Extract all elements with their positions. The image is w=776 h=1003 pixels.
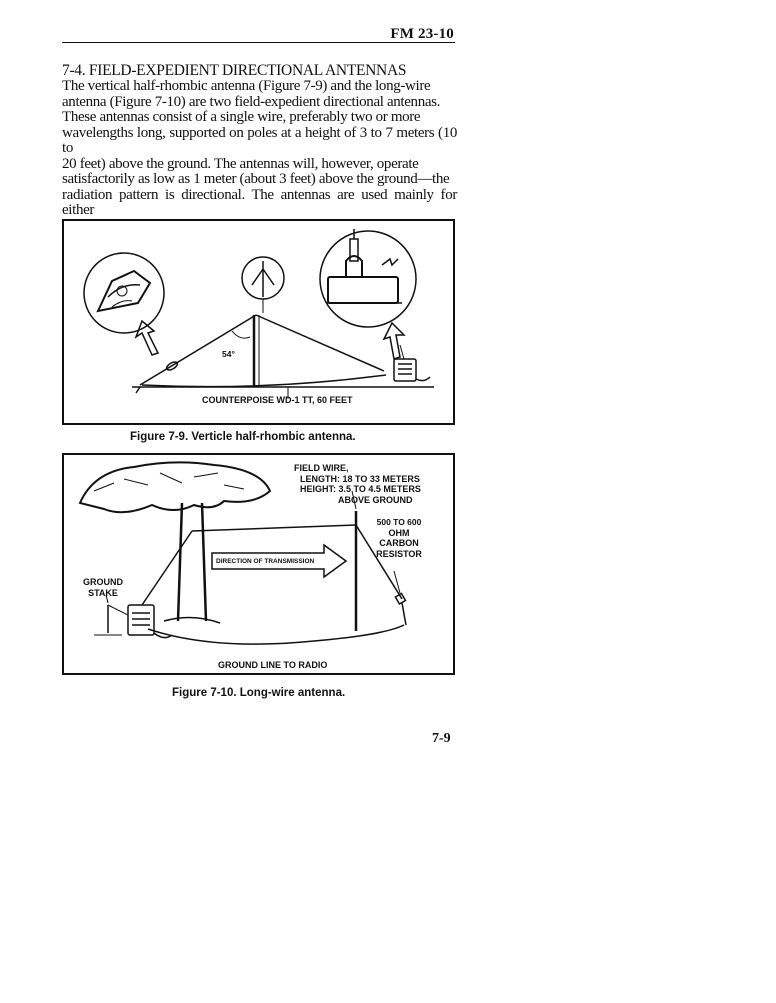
body-line: satisfactorily as low as 1 meter (about 3 feet) above the ground—the [62,171,450,187]
antenna-wire-right [256,315,384,371]
body-line: wavelengths long, supported on poles at a height of 3 to 7 meters (10 to [62,124,457,156]
section-body [62,79,457,234]
figure-7-10-frame [62,453,455,675]
counterpoise-wire [142,375,386,387]
resistor-label-line: RESISTOR [376,548,422,559]
section-7-4 [62,62,457,234]
length-label: LENGTH: 18 TO 33 METERS [300,473,420,484]
header-rule [62,42,455,43]
tree-trunk [178,503,206,621]
figure-7-9-frame [62,219,455,425]
figure-7-9-caption: Figure 7-9. Verticle half-rhombic antenna. [130,431,356,443]
figure-7-10-caption: Figure 7-10. Long-wire antenna. [172,687,346,699]
resistor-label-line: OHM [388,527,410,538]
body-line: radiation pattern is directional. The antennas are used mainly for either [62,186,457,218]
resistor-label-line: 500 TO 600 [376,517,422,527]
stake-left [136,387,140,393]
resistor-label-line: CARBON [379,538,419,548]
ground-stake-line: STAKE [88,587,118,598]
resistor-label [370,517,428,559]
ground-stake-label [78,577,128,598]
angle-arc [232,331,250,338]
counterpoise-label: COUNTERPOISE WD-1 TT, 60 FEET [202,395,353,405]
field-wire-title: FIELD WIRE, [294,463,349,473]
body-line: antenna (Figure 7-10) are two field-expedient directional antennas. [62,93,441,110]
antenna-wire-left [140,315,256,385]
body-line: These antennas consist of a single wire, preferably two or more [62,109,421,125]
direction-label: DIRECTION OF TRANSMISSION [216,558,315,565]
field-wire [192,525,356,531]
ground-stake-line: GROUND [83,577,123,587]
height-label: HEIGHT: 3.5 TO 4.5 METERS [300,484,421,494]
section-title: 7-4. FIELD-EXPEDIENT DIRECTIONAL ANTENNAS [62,62,407,79]
above-ground-label: ABOVE GROUND [338,494,413,505]
page-number: 7-9 [432,731,451,746]
ground-line-to-radio [148,625,404,644]
tree-canopy [80,462,270,512]
document-id: FM 23-10 [390,26,454,42]
lead-in-wire [142,531,192,605]
body-line: The vertical half-rhombic antenna (Figure 7-9) and the long-wire [62,78,431,94]
radio-set-icon [128,605,154,635]
body-line: 20 feet) above the ground. The antennas will, however, operate [62,155,419,172]
ground-line-label: GROUND LINE TO RADIO [218,660,328,670]
radio-set-icon [394,359,416,381]
insulator-detail-inset [84,253,164,333]
radio-detail-inset [320,231,416,327]
callout-arrow-left [136,321,158,355]
callout-arrow-right [384,323,404,359]
field-wire-label [294,463,421,505]
angle-label: 54° [222,349,235,359]
